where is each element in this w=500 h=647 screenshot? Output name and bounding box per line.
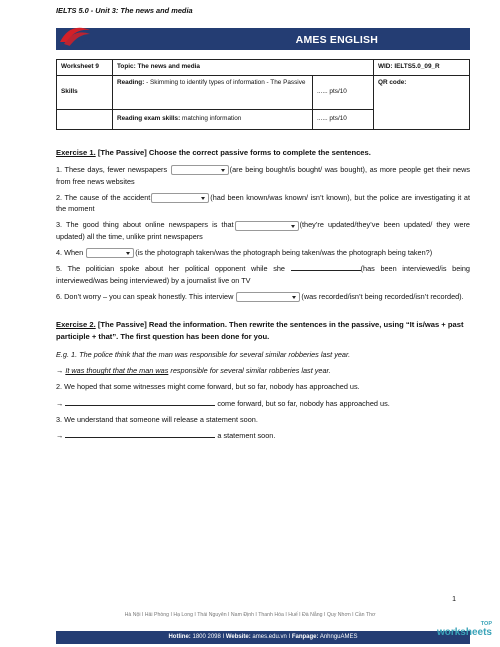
- ex1-sentence-1: [56, 164, 470, 187]
- ex2-example: E.g. 1. The police think that the man was responsible for several similar robberies last year.: [56, 349, 351, 359]
- s2-end: (had been known/was known/ isn’t known), but the police are investigating it at the moment: [56, 192, 470, 214]
- arrow-icon: →: [56, 398, 66, 408]
- answer-dropdown-1[interactable]: [171, 165, 229, 175]
- answer-blank-5[interactable]: [291, 263, 361, 271]
- ex2-question-2: 2. We hoped that some witnesses might come forward, but so far, nobody has approached us.: [56, 382, 360, 392]
- s3-end: (they’re updated/they’ve been updated/ they were updated) all the time, unlike print newspapers: [56, 220, 470, 241]
- exercise1-instructions: [The Passive] Choose the correct passive forms to complete the sentences.: [95, 148, 371, 157]
- cities-list: Hà Nội I Hải Phòng I Hạ Long I Thái Nguyên I Nam Định I Thanh Hóa I Huế I Đà Nẵng I Quy Nhơn I Cần Thơ: [124, 612, 376, 618]
- answer-2-rest: come forward, but so far, nobody has approached us.: [215, 398, 390, 408]
- brand-banner: [56, 28, 470, 50]
- s4-end: (is the photograph taken/was the photograph being taken/was the photograph being taken?): [135, 248, 433, 258]
- ex2-example-answer: [56, 365, 470, 376]
- ex1-sentence-6: [56, 291, 470, 302]
- s6-end: (was recorded/isn’t being recorded/isn’t recorded).: [301, 291, 464, 301]
- website-value[interactable]: ames.edu.vn: [250, 634, 287, 640]
- watermark-top: TOP: [480, 621, 492, 627]
- s4-start: 4. When: [56, 248, 86, 258]
- hotline-label: Hotline:: [168, 634, 191, 640]
- arrow-icon: →: [56, 366, 66, 376]
- worksheet-content: [56, 148, 470, 447]
- topic-cell: Topic: The news and media: [113, 60, 374, 76]
- separator: I: [286, 634, 292, 640]
- worksheet-info-table: [56, 59, 470, 130]
- s3-start: 3. The good thing about online newspapers is that: [56, 220, 234, 230]
- answer-line-2[interactable]: [65, 398, 215, 406]
- answer-dropdown-6[interactable]: [236, 292, 300, 302]
- ex2-question-3: 3. We understand that someone will release a statement soon.: [56, 414, 258, 424]
- ex2-answer-2: [56, 398, 470, 409]
- answer-dropdown-4[interactable]: [86, 248, 134, 258]
- separator: I: [220, 634, 226, 640]
- document-header-title: IELTS 5.0 - Unit 3: The news and media: [56, 6, 193, 15]
- reading-points: ...... pts/10: [313, 75, 374, 109]
- example-answer-rest: responsible for several similar robberies last year.: [168, 366, 331, 376]
- exercise1-title: [56, 148, 470, 158]
- wid-cell: WID: IELTS5.0_09_R: [374, 60, 470, 76]
- s2-start: 2. The cause of the accident: [56, 192, 151, 202]
- answer-line-3[interactable]: [65, 430, 215, 438]
- exercise2-title: [56, 319, 470, 343]
- reading-label: Reading:: [117, 78, 145, 86]
- watermark-text: worksheets: [436, 626, 492, 638]
- fanpage-label: Fanpage:: [291, 634, 319, 640]
- exercise2-instructions: [The Passive] Read the information. Then rewrite the sentences in the passive, using “It is/was + past participle + that”. The first question has been done for you.: [56, 320, 464, 341]
- answer-dropdown-2[interactable]: [151, 193, 209, 203]
- answer-3-rest: a statement soon.: [215, 431, 276, 441]
- contact-footer: [56, 631, 470, 644]
- s1-end: (are being bought/is bought/ was bought), as more people get their news from free news websites: [56, 165, 470, 186]
- ex1-sentence-3: [56, 219, 470, 242]
- s5-end: (has been interviewed/is being interviewed/was being interviewed) by a journalist live on TV: [56, 264, 470, 285]
- ex1-sentence-2: [56, 192, 470, 215]
- skills-label: Skills: [57, 75, 113, 109]
- fanpage-value[interactable]: AnhnguAMES: [318, 634, 358, 640]
- website-label: Website:: [225, 634, 251, 640]
- arrow-icon: →: [56, 431, 66, 441]
- ames-logo-icon: [56, 20, 94, 54]
- exercise1-number: Exercise 1.: [56, 148, 96, 157]
- page-number: 1: [452, 596, 456, 603]
- reading-text: - Skimming to identify types of information - The Passive: [144, 78, 306, 86]
- empty-cell: [57, 109, 113, 129]
- answer-dropdown-3[interactable]: [235, 221, 299, 231]
- hotline-value: 1800 2098: [190, 634, 221, 640]
- exercise2-number: Exercise 2.: [56, 320, 96, 330]
- s6-start: 6. Don’t worry – you can speak honestly. This interview: [56, 291, 236, 301]
- qr-code-cell: QR code:: [374, 75, 470, 129]
- ex1-sentence-5: [56, 263, 470, 286]
- ex2-answer-3: [56, 430, 470, 441]
- exam-points: ...... pts/10: [313, 109, 374, 129]
- brand-name: AMES ENGLISH: [295, 34, 378, 46]
- ex1-sentence-4: [56, 247, 470, 258]
- example-answer-underlined: It was thought that the man was: [65, 366, 169, 376]
- exam-label: Reading exam skills:: [117, 114, 181, 122]
- reading-skill-cell: [113, 75, 313, 109]
- s1-start: 1. These days, fewer newspapers: [56, 165, 170, 175]
- exam-skill-cell: [113, 109, 313, 129]
- s5-start: 5. The politician spoke about her political opponent while she: [56, 264, 291, 274]
- exam-text: matching information: [180, 114, 242, 122]
- worksheet-number: Worksheet 9: [57, 60, 113, 76]
- topworksheets-watermark: [437, 622, 492, 638]
